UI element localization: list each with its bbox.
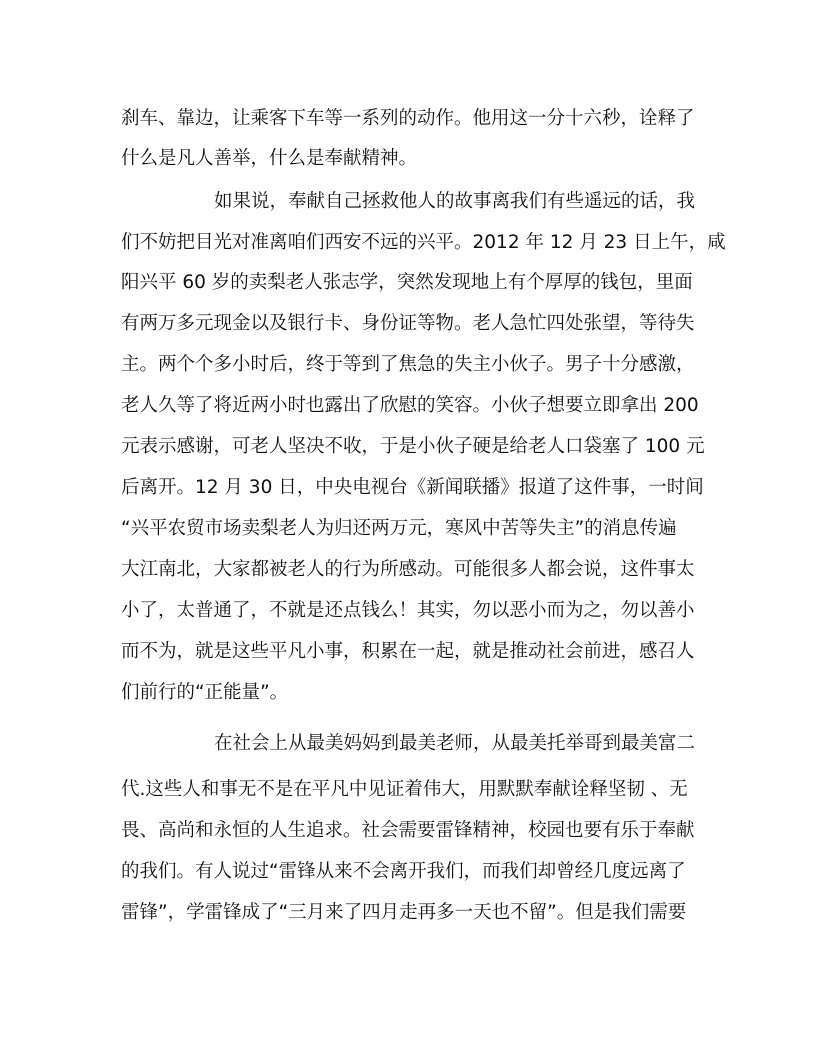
paragraph-3-line-4: 的我们。有人说过“雷锋从来不会离开我们，而我们却曾经几度远离了: [121, 861, 686, 882]
paragraph-2-line-11: 小了，太普通了，不就是还点钱么！其实，勿以恶小而为之，勿以善小: [121, 600, 695, 621]
paragraph-2-line-7: 元表示感谢，可老人坚决不收，于是小伙子硬是给老人口袋塞了 100 元: [121, 436, 705, 457]
paragraph-3-line-1: 在社会上从最美妈妈到最美老师，从最美托举哥到最美富二: [214, 733, 696, 754]
paragraph-2-line-12: 而不为，就是这些平凡小事，积累在一起，就是推动社会前进，感召人: [121, 641, 695, 662]
paragraph-3-line-3: 畏、高尚和永恒的人生追求。社会需要雷锋精神，校园也要有乐于奉献: [121, 820, 695, 841]
paragraph-2-line-2: 们不妨把目光对准离咱们西安不远的兴平。2012 年 12 月 23 日上午，咸: [121, 232, 726, 253]
paragraph-1-line-1: 刹车、靠边，让乘客下车等一系列的动作。他用这一分十六秒，诠释了: [121, 108, 695, 129]
paragraph-3-line-2: 代.这些人和事无不是在平凡中见证着伟大，用默默奉献诠释坚韧 、无: [121, 779, 688, 800]
paragraph-2-line-6: 老人久等了将近两小时也露出了欣慰的笑容。小伙子想要立即拿出 200: [121, 395, 699, 416]
paragraph-2-line-13: 们前行的“正能量”。: [121, 682, 289, 703]
paragraph-2-line-9: “兴平农贸市场卖梨老人为归还两万元，寒风中苦等失主”的消息传遍: [121, 518, 677, 539]
paragraph-2-line-5: 主。两个个多小时后，终于等到了焦急的失主小伙子。男子十分感激，: [121, 354, 695, 375]
paragraph-2-line-8: 后离开。12 月 30 日，中央电视台《新闻联播》报道了这件事，一时间: [121, 477, 704, 498]
paragraph-2-line-10: 大江南北，大家都被老人的行为所感动。可能很多人都会说，这件事太: [121, 559, 695, 580]
paragraph-1-line-2: 什么是凡人善举，什么是奉献精神。: [121, 148, 418, 169]
paragraph-2-line-3: 阳兴平 60 岁的卖梨老人张志学，突然发现地上有个厚厚的钱包，里面: [121, 272, 693, 293]
paragraph-3-line-5: 雷锋”，学雷锋成了“三月来了四月走再多一天也不留”。但是我们需要: [121, 902, 687, 923]
paragraph-2-line-4: 有两万多元现金以及银行卡、身份证等物。老人急忙四处张望，等待失: [121, 313, 695, 334]
paragraph-2-line-1: 如果说，奉献自己拯救他人的故事离我们有些遥远的话，我: [214, 191, 696, 212]
